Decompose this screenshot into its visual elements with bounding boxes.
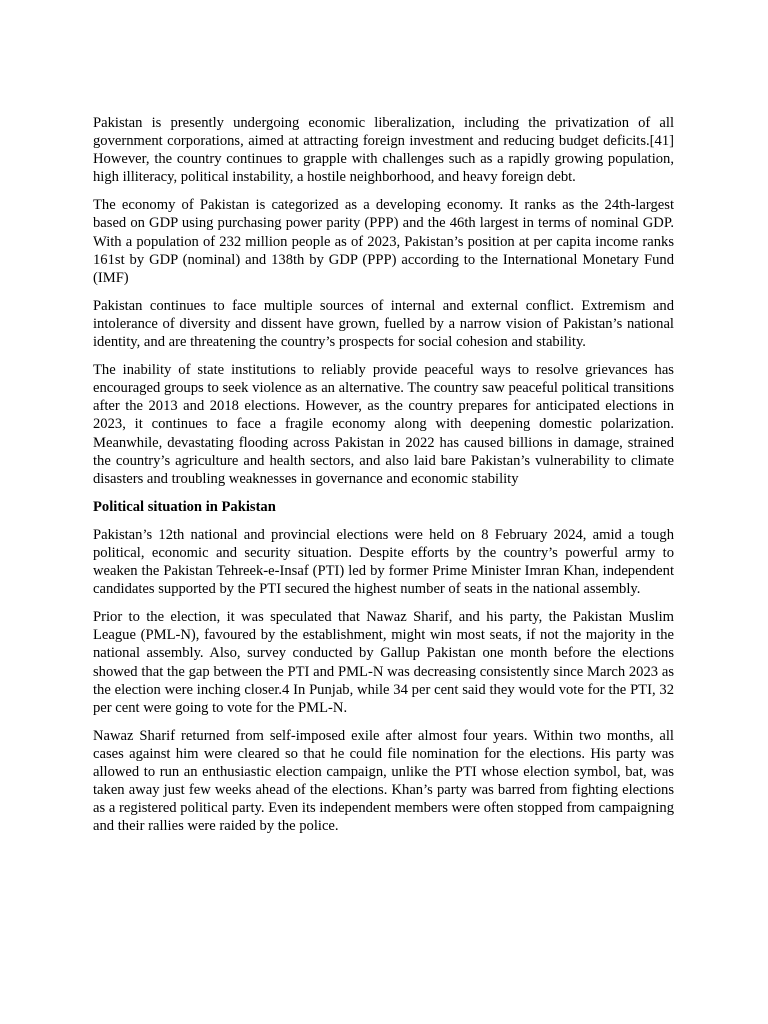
paragraph-economy-overview: The economy of Pakistan is categorized as a developing economy. It ranks as the 24th-largest based on GDP using purchasing power parity (PPP) and the 46th largest in terms of nominal GDP. With a population of 232 million people as of 2023, Pakistan’s position at per capita income ranks 161st by GDP (nominal) and 138th by GDP (PPP) according to the International Monetary Fund (IMF) xyxy=(93,197,674,286)
paragraph-elections-2024: Pakistan’s 12th national and provincial elections were held on 8 February 2024, amid a tough political, economic and security situation. Despite efforts by the country’s powerful army to weaken the Pakistan Tehreek-e-Insaf (PTI) led by former Prime Minister Imran Khan, independent candidates supported by the PTI secured the highest number of seats in the national assembly. xyxy=(93,526,674,598)
section-heading: Political situation in Pakistan xyxy=(93,498,276,515)
paragraph-conflict: Pakistan continues to face multiple sources of internal and external conflict. Extremism and intolerance of diversity and dissent have grown, fuelled by a narrow vision of Pakistan’s national identity, and are threatening the country’s prospects for social cohesion and stability. xyxy=(93,297,674,351)
document-page xyxy=(93,114,674,845)
paragraph-nawaz-sharif: Nawaz Sharif returned from self-imposed exile after almost four years. Within two months, all cases against him were cleared so that he could file nomination for the elections. His party was allowed to run an enthusiastic election campaign, unlike the PTI whose election symbol, bat, was taken away just few weeks ahead of the elections. Khan’s party was barred from fighting elections as a registered political party. Even its independent members were often stopped from campaigning and their rallies were raided by the police. xyxy=(93,727,674,835)
paragraph-pre-election: Prior to the election, it was speculated that Nawaz Sharif, and his party, the Pakistan Muslim League (PML-N), favoured by the establishment, might win most seats, if not the majority in the national assembly. Also, survey conducted by Gallup Pakistan one month before the elections showed that the gap between the PTI and PML-N was decreasing consistently since March 2023 as the election were inching closer.4 In Punjab, while 34 per cent said they would vote for the PTI, 32 per cent were going to vote for the PML-N. xyxy=(93,609,674,716)
paragraph-state-institutions: The inability of state institutions to reliably provide peaceful ways to resolve grievances has encouraged groups to seek violence as an alternative. The country saw peaceful political transitions after the 2013 and 2018 elections. However, as the country prepares for anticipated elections in 2023, it continues to face a fragile economy along with deepening domestic polarization. Meanwhile, devastating flooding across Pakistan in 2022 has caused billions in damage, strained the country’s agriculture and health sectors, and also laid bare Pakistan’s vulnerability to climate disasters and troubling weaknesses in governance and economic stability xyxy=(93,362,674,487)
paragraph-economic-liberalization: Pakistan is presently undergoing economic liberalization, including the privatization of all government corporations, aimed at attracting foreign investment and reducing budget deficits.[41] However, the country continues to grapple with challenges such as a rapidly growing population, high illiteracy, political instability, a hostile neighborhood, and heavy foreign debt. xyxy=(93,115,674,186)
